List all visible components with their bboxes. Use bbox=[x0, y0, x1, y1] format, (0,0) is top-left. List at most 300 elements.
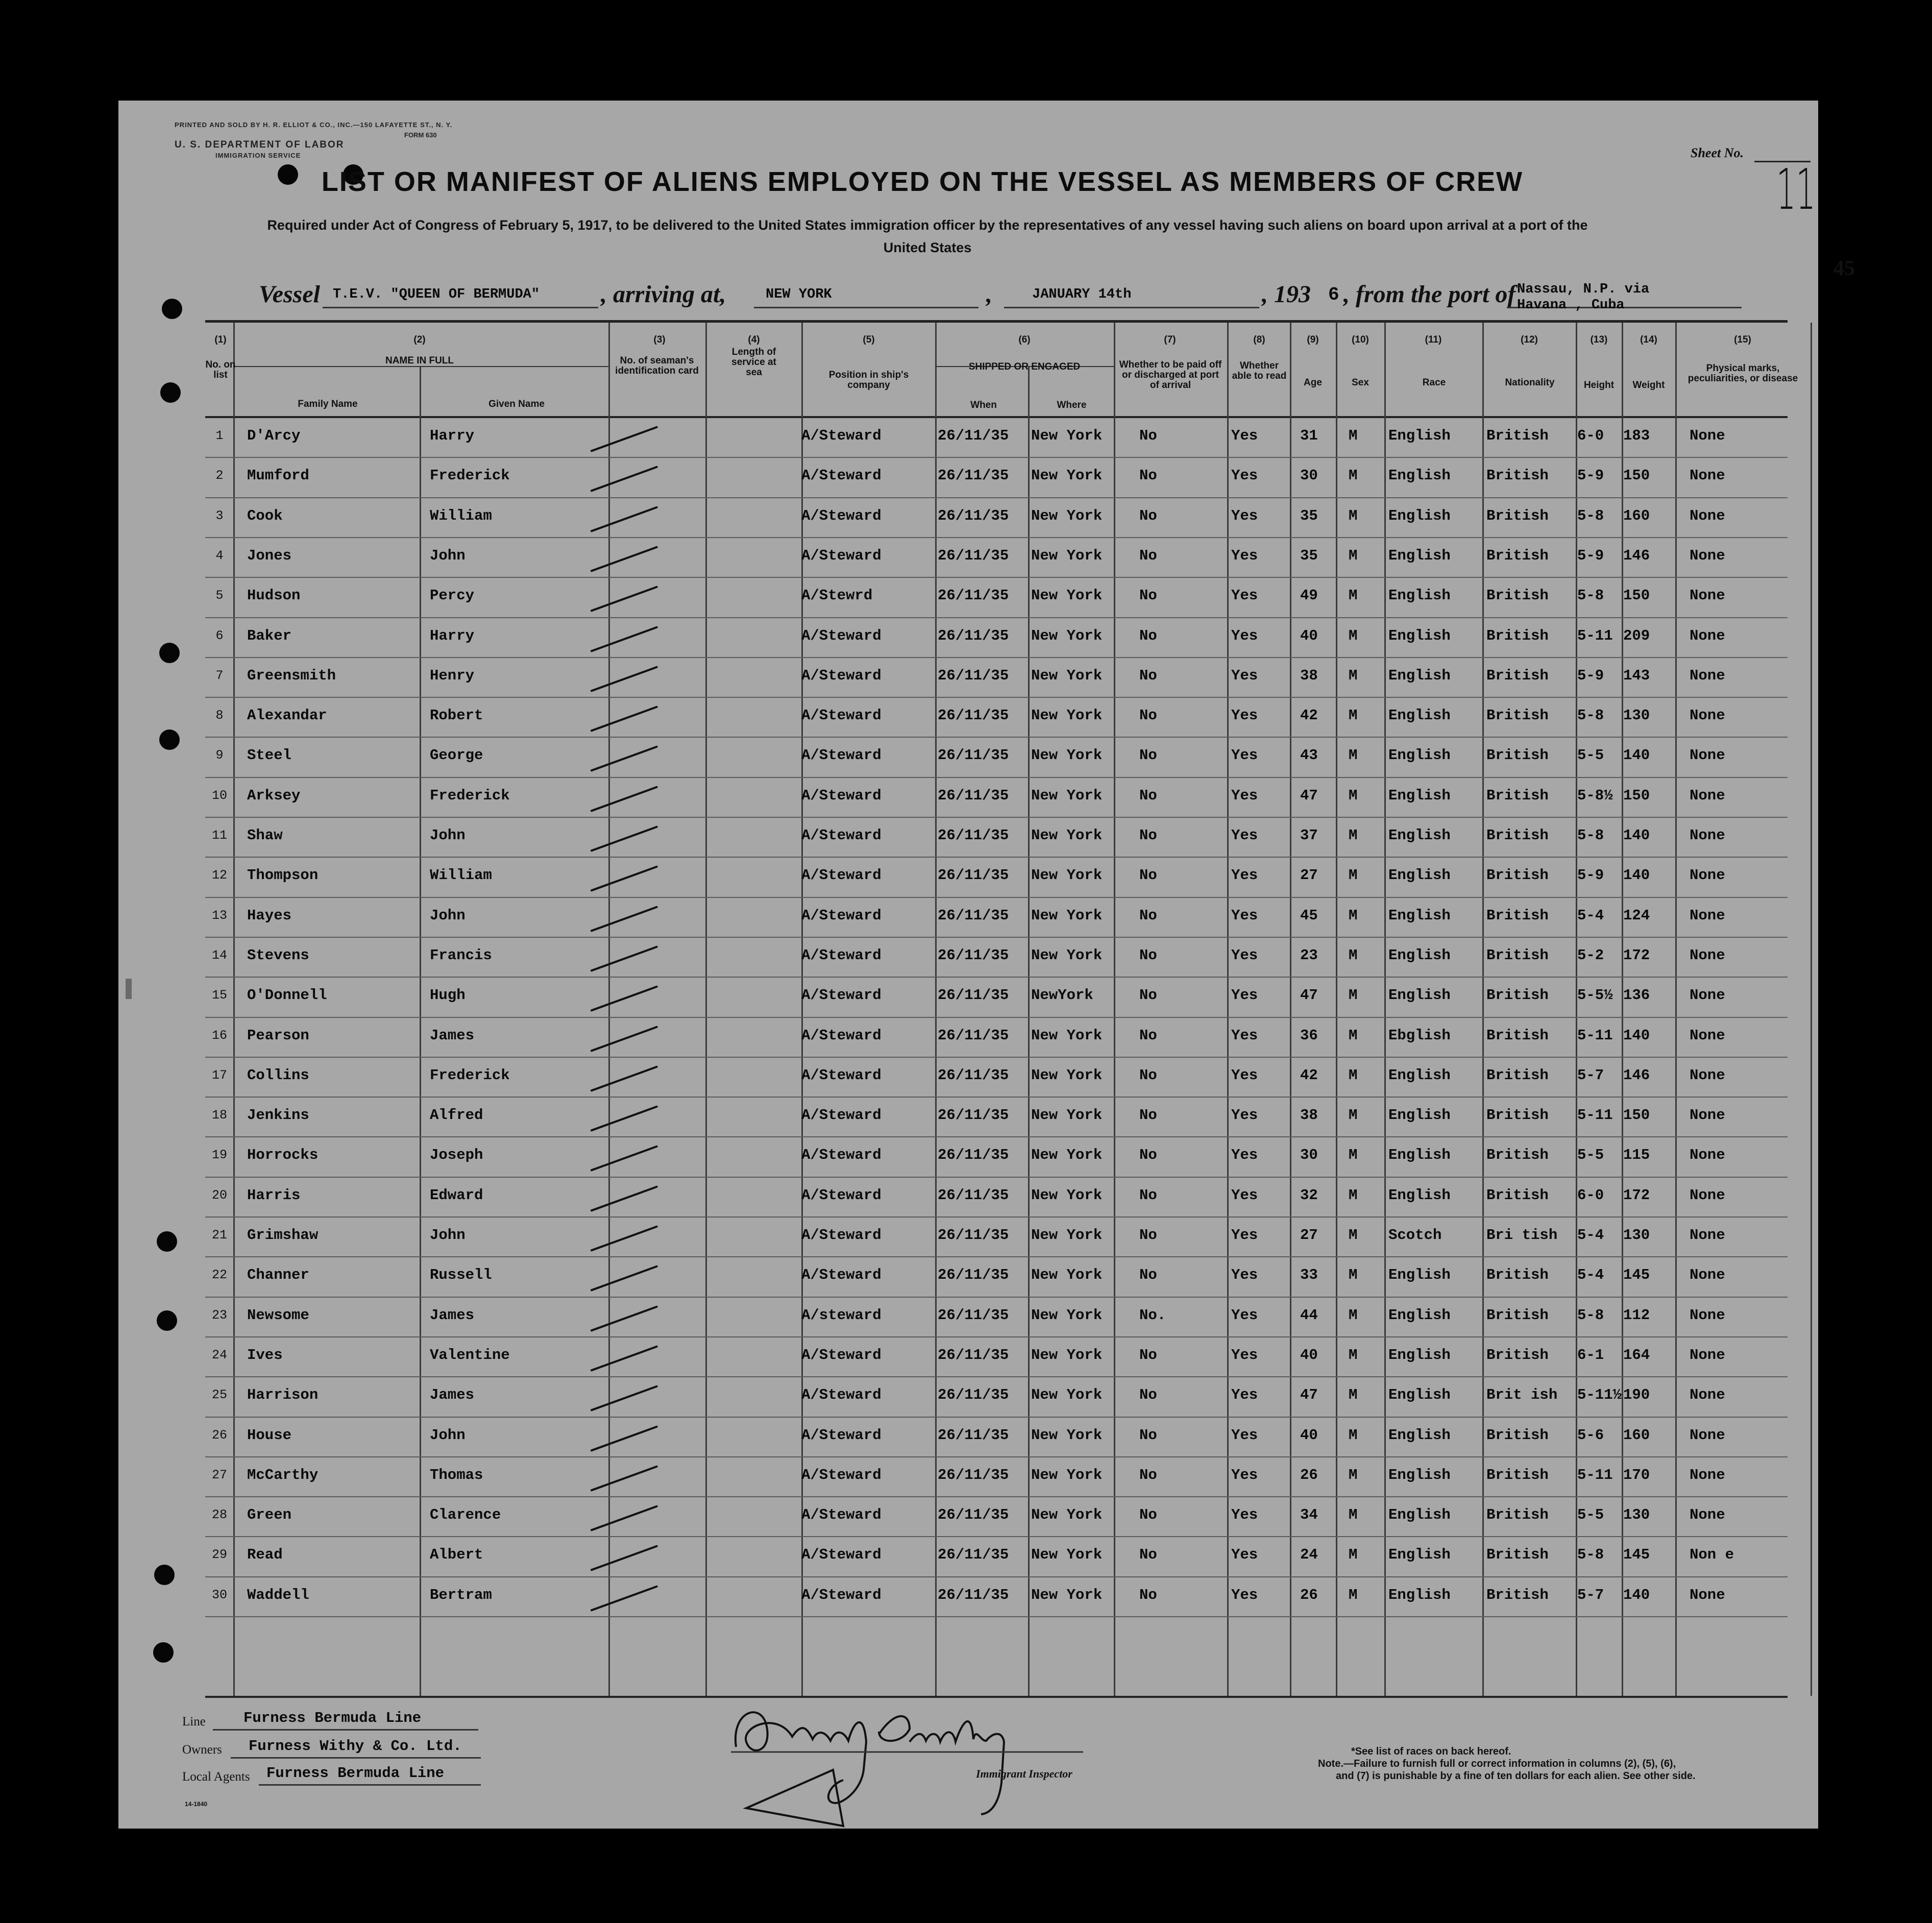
cell-paid-off: No bbox=[1139, 1426, 1157, 1444]
cell-where: New York bbox=[1031, 507, 1103, 524]
cell-weight: 130 bbox=[1623, 1227, 1650, 1244]
note-penalty: and (7) is punishable by a fine of ten dollars for each alien. See other side. bbox=[1336, 1770, 1696, 1782]
cell-marks: None bbox=[1690, 1426, 1725, 1444]
cell-no: 3 bbox=[215, 508, 224, 523]
cell-where: New York bbox=[1031, 1147, 1103, 1164]
cell-age: 30 bbox=[1300, 467, 1318, 484]
cell-family: Read bbox=[247, 1546, 283, 1564]
cell-given: Robert bbox=[430, 707, 483, 724]
cell-sex: M bbox=[1349, 1186, 1358, 1204]
cell-position: A/Steward bbox=[801, 707, 882, 724]
cell-weight: 150 bbox=[1623, 787, 1650, 804]
cell-height: 5-4 bbox=[1577, 1267, 1604, 1284]
cell-when: 26/11/35 bbox=[938, 1426, 1009, 1444]
cell-race: English bbox=[1388, 1147, 1451, 1164]
row-rule bbox=[205, 657, 1788, 658]
cell-position: A/Steward bbox=[801, 867, 882, 884]
cell-marks: None bbox=[1690, 1466, 1725, 1483]
cell-no: 14 bbox=[211, 947, 227, 963]
cell-no: 5 bbox=[215, 588, 224, 603]
cell-weight: 143 bbox=[1623, 667, 1650, 684]
cell-height: 5-8 bbox=[1577, 707, 1604, 724]
cell-position: A/Steward bbox=[801, 787, 882, 804]
col6-where-label: Where bbox=[1057, 400, 1087, 410]
cell-read: Yes bbox=[1231, 547, 1258, 564]
cell-marks: None bbox=[1690, 667, 1725, 684]
punch-hole bbox=[157, 1231, 177, 1252]
owners-value: Furness Withy & Co. Ltd. bbox=[249, 1738, 462, 1755]
col14-number: (14) bbox=[1640, 334, 1657, 345]
cell-position: A/Steward bbox=[801, 1027, 882, 1044]
id-card-tick bbox=[590, 466, 658, 493]
cell-family: Ives bbox=[247, 1346, 283, 1364]
cell-when: 26/11/35 bbox=[938, 1386, 1009, 1404]
cell-sex: M bbox=[1349, 1066, 1358, 1084]
cell-marks: None bbox=[1690, 1066, 1725, 1084]
cell-read: Yes bbox=[1231, 1426, 1258, 1444]
cell-nationality: British bbox=[1486, 867, 1549, 884]
cell-position: A/Steward bbox=[801, 747, 882, 764]
row-rule bbox=[205, 977, 1788, 978]
cell-marks: None bbox=[1690, 1147, 1725, 1164]
cell-family: Hudson bbox=[247, 587, 301, 604]
col12-label: Nationality bbox=[1505, 377, 1555, 388]
cell-sex: M bbox=[1349, 946, 1358, 964]
col-rule bbox=[1811, 323, 1812, 1696]
cell-read: Yes bbox=[1231, 1506, 1258, 1524]
cell-paid-off: No bbox=[1139, 987, 1157, 1004]
cell-when: 26/11/35 bbox=[938, 827, 1009, 844]
cell-when: 26/11/35 bbox=[938, 946, 1009, 964]
row-rule bbox=[205, 457, 1788, 458]
cell-paid-off: No bbox=[1139, 1147, 1157, 1164]
cell-sex: M bbox=[1349, 1346, 1358, 1364]
punch-hole bbox=[157, 1310, 177, 1331]
page-title: LIST OR MANIFEST OF ALIENS EMPLOYED ON THE VESSEL AS MEMBERS OF CREW bbox=[321, 166, 1524, 197]
cell-no: 22 bbox=[211, 1268, 227, 1283]
note-failure: Note.—Failure to furnish full or correct information in columns (2), (5), (6), bbox=[1318, 1758, 1676, 1769]
cell-when: 26/11/35 bbox=[938, 627, 1009, 644]
cell-marks: None bbox=[1690, 747, 1725, 764]
cell-age: 35 bbox=[1300, 507, 1318, 524]
cell-weight: 209 bbox=[1623, 627, 1650, 644]
cell-where: New York bbox=[1031, 1227, 1103, 1244]
cell-read: Yes bbox=[1231, 507, 1258, 524]
cell-when: 26/11/35 bbox=[938, 1506, 1009, 1524]
cell-race: English bbox=[1388, 946, 1451, 964]
cell-no: 12 bbox=[211, 868, 227, 883]
col15-number: (15) bbox=[1734, 334, 1751, 345]
cell-age: 38 bbox=[1300, 1107, 1318, 1124]
cell-marks: None bbox=[1690, 1107, 1725, 1124]
cell-weight: 146 bbox=[1623, 547, 1650, 564]
cell-marks: None bbox=[1690, 627, 1725, 644]
cell-given: William bbox=[430, 507, 492, 524]
name-subheader-rule bbox=[233, 366, 608, 367]
cell-age: 23 bbox=[1300, 946, 1318, 964]
cell-height: 5-11 bbox=[1577, 627, 1613, 644]
cell-where: New York bbox=[1031, 1186, 1103, 1204]
col2-number: (2) bbox=[413, 334, 426, 345]
cell-given: George bbox=[430, 747, 483, 764]
cell-where: New York bbox=[1031, 1027, 1103, 1044]
col1-number: (1) bbox=[214, 334, 227, 345]
cell-weight: 150 bbox=[1623, 467, 1650, 484]
row-rule bbox=[205, 857, 1788, 858]
cell-age: 40 bbox=[1300, 627, 1318, 644]
cell-height: 6-0 bbox=[1577, 427, 1604, 444]
cell-no: 9 bbox=[215, 748, 224, 763]
cell-age: 26 bbox=[1300, 1466, 1318, 1483]
from-label: , from the port of bbox=[1343, 281, 1516, 308]
row-rule bbox=[205, 1496, 1788, 1497]
cell-weight: 145 bbox=[1623, 1546, 1650, 1564]
cell-paid-off: No bbox=[1139, 1267, 1157, 1284]
cell-given: James bbox=[430, 1027, 475, 1044]
cell-where: New York bbox=[1031, 1306, 1103, 1324]
col8-number: (8) bbox=[1253, 334, 1265, 345]
from-port-line1: Nassau, N.P. via bbox=[1517, 282, 1650, 297]
cell-given: Francis bbox=[430, 946, 492, 964]
cell-position: A/Steward bbox=[801, 1586, 882, 1603]
cell-sex: M bbox=[1349, 707, 1358, 724]
cell-height: 5-5½ bbox=[1577, 987, 1613, 1004]
date-underline bbox=[1004, 307, 1259, 308]
cell-height: 5-9 bbox=[1577, 467, 1604, 484]
cell-marks: None bbox=[1690, 987, 1725, 1004]
cell-sex: M bbox=[1349, 1147, 1358, 1164]
col-rule bbox=[1290, 323, 1291, 1696]
cell-when: 26/11/35 bbox=[938, 907, 1009, 924]
cell-nationality: British bbox=[1486, 747, 1549, 764]
id-card-tick bbox=[590, 1185, 658, 1212]
cell-nationality: British bbox=[1486, 1466, 1549, 1483]
cell-race: English bbox=[1388, 627, 1451, 644]
cell-weight: 140 bbox=[1623, 1586, 1650, 1603]
cell-paid-off: No bbox=[1139, 507, 1157, 524]
cell-no: 17 bbox=[211, 1067, 227, 1083]
cell-no: 30 bbox=[211, 1587, 227, 1602]
cell-where: New York bbox=[1031, 667, 1103, 684]
cell-height: 5-5 bbox=[1577, 747, 1604, 764]
cell-weight: 140 bbox=[1623, 827, 1650, 844]
cell-position: A/Steward bbox=[801, 507, 882, 524]
row-rule bbox=[205, 697, 1788, 698]
cell-age: 30 bbox=[1300, 1147, 1318, 1164]
cell-no: 10 bbox=[211, 788, 227, 803]
cell-where: New York bbox=[1031, 427, 1103, 444]
col11-number: (11) bbox=[1425, 334, 1442, 345]
cell-race: English bbox=[1388, 1586, 1451, 1603]
owners-label: Owners bbox=[182, 1743, 222, 1757]
cell-given: John bbox=[430, 547, 466, 564]
cell-given: Edward bbox=[430, 1186, 483, 1204]
cell-no: 8 bbox=[215, 708, 224, 723]
cell-when: 26/11/35 bbox=[938, 707, 1009, 724]
cell-when: 26/11/35 bbox=[938, 667, 1009, 684]
cell-paid-off: No bbox=[1139, 467, 1157, 484]
cell-nationality: British bbox=[1486, 946, 1549, 964]
cell-nationality: Bri tish bbox=[1486, 1227, 1558, 1244]
punch-hole bbox=[159, 729, 180, 750]
cell-given: Bertram bbox=[430, 1586, 492, 1603]
col6-label: SHIPPED OR ENGAGED bbox=[968, 361, 1081, 372]
cell-no: 23 bbox=[211, 1307, 227, 1323]
cell-nationality: British bbox=[1486, 707, 1549, 724]
cell-height: 5-11 bbox=[1577, 1466, 1613, 1483]
cell-position: A/Steward bbox=[801, 1426, 882, 1444]
cell-marks: None bbox=[1690, 427, 1725, 444]
cell-position: A/Steward bbox=[801, 1386, 882, 1404]
cell-paid-off: No bbox=[1139, 747, 1157, 764]
col4-number: (4) bbox=[748, 334, 760, 345]
cell-position: A/Steward bbox=[801, 467, 882, 484]
cell-where: New York bbox=[1031, 787, 1103, 804]
cell-weight: 160 bbox=[1623, 1426, 1650, 1444]
cell-height: 5-9 bbox=[1577, 547, 1604, 564]
row-rule bbox=[205, 537, 1788, 538]
col13-number: (13) bbox=[1590, 334, 1608, 345]
cell-nationality: British bbox=[1486, 1426, 1549, 1444]
cell-age: 44 bbox=[1300, 1306, 1318, 1324]
cell-weight: 183 bbox=[1623, 427, 1650, 444]
service: IMMIGRATION SERVICE bbox=[215, 152, 301, 159]
row-rule bbox=[205, 777, 1788, 778]
cell-sex: M bbox=[1349, 1506, 1358, 1524]
cell-race: English bbox=[1388, 1386, 1451, 1404]
cell-when: 26/11/35 bbox=[938, 1227, 1009, 1244]
cell-height: 5-4 bbox=[1577, 1227, 1604, 1244]
cell-read: Yes bbox=[1231, 627, 1258, 644]
cell-sex: M bbox=[1349, 1227, 1358, 1244]
cell-given: William bbox=[430, 867, 492, 884]
year-digit: 6 bbox=[1328, 284, 1339, 305]
cell-read: Yes bbox=[1231, 1267, 1258, 1284]
cell-race: English bbox=[1388, 707, 1451, 724]
owners-underline bbox=[231, 1757, 481, 1759]
agents-value: Furness Bermuda Line bbox=[266, 1765, 445, 1782]
cell-nationality: British bbox=[1486, 787, 1549, 804]
cell-position: A/Steward bbox=[801, 627, 882, 644]
cell-age: 37 bbox=[1300, 827, 1318, 844]
vessel-name: T.E.V. "QUEEN OF BERMUDA" bbox=[333, 287, 540, 302]
cell-weight: 164 bbox=[1623, 1346, 1650, 1364]
cell-marks: None bbox=[1690, 1186, 1725, 1204]
cell-position: A/Steward bbox=[801, 827, 882, 844]
cell-marks: None bbox=[1690, 507, 1725, 524]
col12-number: (12) bbox=[1521, 334, 1538, 345]
cell-paid-off: No bbox=[1139, 1227, 1157, 1244]
cell-when: 26/11/35 bbox=[938, 787, 1009, 804]
line-label: Line bbox=[182, 1715, 206, 1729]
cell-where: New York bbox=[1031, 907, 1103, 924]
cell-age: 42 bbox=[1300, 1066, 1318, 1084]
cell-nationality: Brit ish bbox=[1486, 1386, 1558, 1404]
cell-family: McCarthy bbox=[247, 1466, 319, 1483]
cell-when: 26/11/35 bbox=[938, 1546, 1009, 1564]
cell-nationality: British bbox=[1486, 627, 1549, 644]
cell-given: Frederick bbox=[430, 1066, 510, 1084]
col-rule bbox=[1384, 323, 1386, 1696]
cell-nationality: British bbox=[1486, 907, 1549, 924]
cell-age: 33 bbox=[1300, 1267, 1318, 1284]
arrival-date: JANUARY 14th bbox=[1032, 287, 1132, 302]
cell-position: A/steward bbox=[801, 1306, 882, 1324]
cell-family: Newsome bbox=[247, 1306, 309, 1324]
cell-where: New York bbox=[1031, 867, 1103, 884]
cell-read: Yes bbox=[1231, 707, 1258, 724]
cell-age: 24 bbox=[1300, 1546, 1318, 1564]
cell-family: Mumford bbox=[247, 467, 309, 484]
cell-nationality: British bbox=[1486, 1346, 1549, 1364]
stamp-number: 45 bbox=[1833, 257, 1855, 280]
cell-family: House bbox=[247, 1426, 292, 1444]
row-rule bbox=[205, 1057, 1788, 1058]
row-rule bbox=[205, 617, 1788, 618]
cell-age: 43 bbox=[1300, 747, 1318, 764]
row-rule bbox=[205, 1616, 1788, 1617]
cell-where: New York bbox=[1031, 627, 1103, 644]
row-rule bbox=[205, 1576, 1788, 1577]
cell-weight: 145 bbox=[1623, 1267, 1650, 1284]
cell-family: Pearson bbox=[247, 1027, 309, 1044]
cell-no: 24 bbox=[211, 1347, 227, 1362]
cell-sex: M bbox=[1349, 507, 1358, 524]
cell-family: Green bbox=[247, 1506, 292, 1524]
cell-where: New York bbox=[1031, 547, 1103, 564]
cell-marks: None bbox=[1690, 1027, 1725, 1044]
cell-no: 21 bbox=[211, 1228, 227, 1243]
row-rule bbox=[205, 1297, 1788, 1298]
cell-marks: None bbox=[1690, 1586, 1725, 1603]
col-rule bbox=[1336, 323, 1337, 1696]
id-card-tick bbox=[590, 746, 658, 772]
cell-age: 42 bbox=[1300, 707, 1318, 724]
cell-sex: M bbox=[1349, 1586, 1358, 1603]
cell-weight: 130 bbox=[1623, 1506, 1650, 1524]
cell-family: Greensmith bbox=[247, 667, 336, 684]
manifest-sheet bbox=[118, 101, 1855, 1829]
cell-age: 26 bbox=[1300, 1586, 1318, 1603]
cell-age: 35 bbox=[1300, 547, 1318, 564]
cell-paid-off: No bbox=[1139, 1186, 1157, 1204]
cell-family: Waddell bbox=[247, 1586, 309, 1603]
cell-marks: None bbox=[1690, 946, 1725, 964]
id-card-tick bbox=[590, 906, 658, 932]
cell-family: Harris bbox=[247, 1186, 301, 1204]
cell-where: New York bbox=[1031, 467, 1103, 484]
cell-paid-off: No bbox=[1139, 587, 1157, 604]
cell-read: Yes bbox=[1231, 907, 1258, 924]
cell-where: NewYork bbox=[1031, 987, 1093, 1004]
cell-paid-off: No bbox=[1139, 667, 1157, 684]
id-card-tick bbox=[590, 786, 658, 812]
cell-marks: None bbox=[1690, 787, 1725, 804]
cell-when: 26/11/35 bbox=[938, 507, 1009, 524]
cell-when: 26/11/35 bbox=[938, 1186, 1009, 1204]
cell-race: English bbox=[1388, 907, 1451, 924]
cell-race: English bbox=[1388, 867, 1451, 884]
vessel-label: Vessel bbox=[259, 281, 320, 308]
cell-family: Harrison bbox=[247, 1386, 319, 1404]
cell-paid-off: No bbox=[1139, 907, 1157, 924]
col5-number: (5) bbox=[863, 334, 875, 345]
col7-label: Whether to be paid off or discharged at port of arrival bbox=[1119, 359, 1222, 391]
printer-line: PRINTED AND SOLD BY H. R. ELLIOT & CO., INC.—150 LAFAYETTE ST., N. Y. bbox=[175, 121, 453, 129]
id-card-tick bbox=[590, 985, 658, 1012]
cell-race: English bbox=[1388, 747, 1451, 764]
cell-read: Yes bbox=[1231, 1466, 1258, 1483]
cell-where: New York bbox=[1031, 747, 1103, 764]
cell-weight: 146 bbox=[1623, 1066, 1650, 1084]
cell-nationality: British bbox=[1486, 507, 1549, 524]
cell-weight: 150 bbox=[1623, 1107, 1650, 1124]
id-card-tick bbox=[590, 1065, 658, 1092]
cell-paid-off: No bbox=[1139, 1506, 1157, 1524]
col2-label: NAME IN FULL bbox=[385, 355, 454, 366]
cell-height: 5-7 bbox=[1577, 1066, 1604, 1084]
row-rule bbox=[205, 1177, 1788, 1178]
cell-nationality: British bbox=[1486, 667, 1549, 684]
id-card-tick bbox=[590, 1505, 658, 1531]
cell-marks: None bbox=[1690, 907, 1725, 924]
cell-where: New York bbox=[1031, 1586, 1103, 1603]
cell-no: 16 bbox=[211, 1028, 227, 1043]
cell-nationality: British bbox=[1486, 427, 1549, 444]
col-rule bbox=[608, 323, 610, 1696]
id-card-tick bbox=[590, 1465, 658, 1492]
cell-weight: 140 bbox=[1623, 747, 1650, 764]
row-rule bbox=[205, 817, 1788, 818]
line-underline bbox=[213, 1729, 478, 1731]
cell-sex: M bbox=[1349, 987, 1358, 1004]
cell-read: Yes bbox=[1231, 1066, 1258, 1084]
cell-no: 11 bbox=[211, 828, 227, 843]
cell-position: A/Steward bbox=[801, 1346, 882, 1364]
cell-height: 5-2 bbox=[1577, 946, 1604, 964]
cell-height: 5-9 bbox=[1577, 667, 1604, 684]
cell-race: English bbox=[1388, 1267, 1451, 1284]
cell-read: Yes bbox=[1231, 427, 1258, 444]
cell-race: English bbox=[1388, 1466, 1451, 1483]
cell-marks: None bbox=[1690, 467, 1725, 484]
col2-family-label: Family Name bbox=[298, 399, 358, 409]
cell-given: Harry bbox=[430, 627, 475, 644]
cell-read: Yes bbox=[1231, 946, 1258, 964]
punch-hole bbox=[160, 382, 181, 403]
cell-given: James bbox=[430, 1386, 475, 1404]
cell-where: New York bbox=[1031, 827, 1103, 844]
cell-given: Percy bbox=[430, 587, 475, 604]
cell-race: English bbox=[1388, 1066, 1451, 1084]
cell-given: Hugh bbox=[430, 987, 466, 1004]
row-rule bbox=[205, 1376, 1788, 1377]
id-card-tick bbox=[590, 1265, 658, 1292]
cell-weight: 140 bbox=[1623, 867, 1650, 884]
col7-number: (7) bbox=[1164, 334, 1176, 345]
cell-weight: 160 bbox=[1623, 507, 1650, 524]
cell-position: A/Steward bbox=[801, 1107, 882, 1124]
cell-family: Grimshaw bbox=[247, 1227, 319, 1244]
row-rule bbox=[205, 937, 1788, 938]
cell-read: Yes bbox=[1231, 1186, 1258, 1204]
cell-read: Yes bbox=[1231, 747, 1258, 764]
cell-paid-off: No bbox=[1139, 867, 1157, 884]
cell-paid-off: No bbox=[1139, 427, 1157, 444]
cell-height: 5-11 bbox=[1577, 1027, 1613, 1044]
cell-height: 5-8 bbox=[1577, 827, 1604, 844]
cell-where: New York bbox=[1031, 1546, 1103, 1564]
